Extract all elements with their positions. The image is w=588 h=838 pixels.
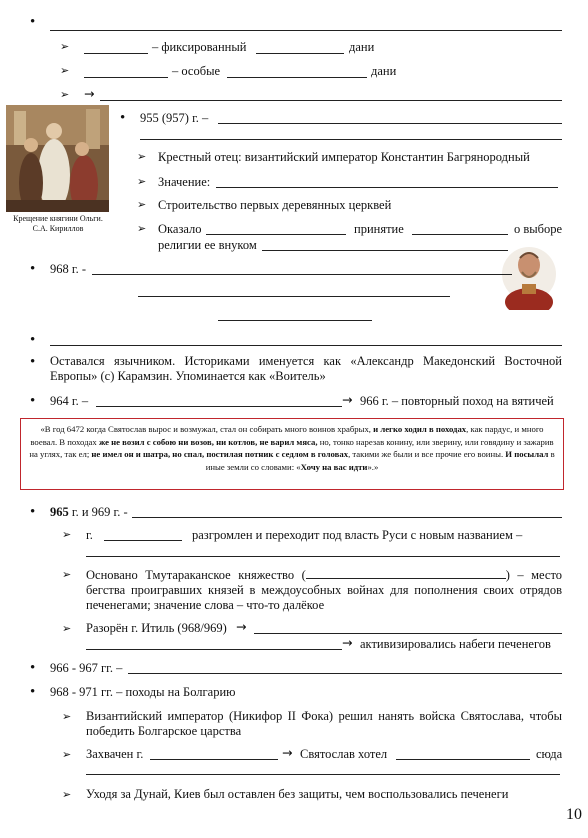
chronicle-quote bbox=[20, 418, 564, 490]
tmutarakan-a: Основано Тмутараканское княжество ( bbox=[86, 568, 306, 582]
blank-line bbox=[262, 250, 508, 251]
arrow-right-icon: ➢ bbox=[62, 622, 72, 635]
arrow-right-icon: ➢ bbox=[62, 788, 72, 801]
baptism-painting bbox=[6, 105, 109, 212]
bullet-icon: • bbox=[30, 504, 36, 520]
blank-line bbox=[306, 567, 506, 579]
arrow-right-icon: ➢ bbox=[62, 528, 72, 541]
blank-line bbox=[86, 556, 560, 557]
arrow-right-icon: ➢ bbox=[60, 88, 70, 101]
year-965-bold: 965 bbox=[50, 505, 69, 519]
arrow-right-icon: ➢ bbox=[60, 40, 70, 53]
bullet-icon: • bbox=[30, 684, 36, 700]
blank-line bbox=[86, 649, 342, 650]
arrow-right-icon: ➢ bbox=[137, 150, 147, 163]
quote-bold: и легко ходил в походах bbox=[373, 424, 467, 434]
fixed-label: – фиксированный bbox=[152, 40, 247, 54]
blank-line bbox=[218, 123, 562, 124]
blank-line bbox=[227, 77, 367, 78]
meaning-label: Значение: bbox=[158, 175, 211, 189]
arrow-right-icon: → bbox=[84, 86, 95, 101]
defeated-b: разгромлен и переходит под власть Руси с новым названием – bbox=[192, 528, 523, 542]
captured-c: сюда bbox=[536, 747, 563, 761]
arrow-right-icon: → bbox=[342, 635, 353, 650]
blank-line bbox=[84, 77, 168, 78]
arrow-right-icon: → bbox=[236, 619, 247, 634]
captured-a: Захвачен г. bbox=[86, 747, 144, 761]
influence-c: о выборе bbox=[514, 222, 563, 236]
arrow-right-icon: ➢ bbox=[60, 64, 70, 77]
blank-line bbox=[254, 633, 562, 634]
bullet-icon: • bbox=[30, 332, 36, 348]
arrow-right-icon: ➢ bbox=[137, 198, 147, 211]
arrow-right-icon: ➢ bbox=[62, 710, 72, 723]
blank-line bbox=[216, 187, 558, 188]
year-968: 968 г. - bbox=[50, 262, 87, 276]
influence-a: Оказало bbox=[158, 222, 202, 236]
bulgaria-text: 968 - 971 гг. – походы на Болгарию bbox=[50, 685, 236, 699]
quote-part: «В год 6472 когда Святослав вырос и возмужал, стал он собирать много воинов храбрых, bbox=[40, 424, 374, 434]
quote-part: , такими же были и все прочие его воины. bbox=[348, 449, 506, 460]
bullet-icon: • bbox=[30, 354, 36, 370]
blank-line bbox=[218, 320, 372, 321]
year-955: 955 (957) г. – bbox=[140, 111, 209, 125]
churches-text: Строительство первых деревянных церквей bbox=[158, 198, 392, 212]
arrow-right-icon: → bbox=[282, 745, 293, 760]
year-966-967: 966 - 967 гг. – bbox=[50, 661, 123, 675]
quote-bold: же не возил с собою ни возов, ни котлов, не варил мяса, bbox=[98, 436, 318, 447]
page-number: 10 bbox=[566, 806, 582, 823]
blank-line bbox=[104, 540, 182, 541]
quote-bold: не имел он и шатра, но спал, постилая потник с седлом в головах bbox=[91, 449, 349, 460]
special-tail: дани bbox=[371, 64, 397, 78]
bullet-icon: • bbox=[30, 660, 36, 676]
caption-line: Крещение княгини Ольги. bbox=[13, 214, 103, 223]
blank-line bbox=[84, 53, 148, 54]
arrow-right-icon: ➢ bbox=[137, 175, 147, 188]
defeated-a: г. bbox=[86, 528, 93, 542]
captured-b: Святослав хотел bbox=[300, 747, 388, 761]
bullet-icon: • bbox=[30, 14, 36, 30]
tmutarakan-text bbox=[86, 567, 562, 613]
quote-part: ».» bbox=[367, 461, 379, 472]
pechenegs-text: активизировались набеги печенегов bbox=[360, 637, 551, 651]
blank-line bbox=[138, 296, 450, 297]
blank-line bbox=[206, 234, 346, 235]
painting-caption bbox=[2, 214, 114, 234]
blank-line bbox=[50, 30, 562, 31]
year-966-tail: 966 г. – повторный поход на вятичей bbox=[360, 394, 554, 408]
blank-line bbox=[86, 774, 560, 775]
year-965-rest: г. и 969 г. - bbox=[68, 505, 128, 519]
arrow-right-icon: ➢ bbox=[62, 568, 72, 581]
influence-b: принятие bbox=[354, 222, 404, 236]
bullet-icon: • bbox=[30, 261, 36, 277]
blank-line bbox=[396, 759, 530, 760]
arrow-right-icon: → bbox=[342, 392, 353, 407]
quote-part: но, тонко нарезав конину, или зверину, или говядину и зажарив на углях, так ел; bbox=[29, 436, 554, 460]
blank-line bbox=[128, 673, 562, 674]
danube-text: Уходя за Дунай, Киев был оставлен без защиты, чем воспользовались печенеги bbox=[86, 787, 509, 801]
arrow-right-icon: ➢ bbox=[62, 748, 72, 761]
blank-line bbox=[100, 100, 562, 101]
blank-line bbox=[92, 274, 512, 275]
byzantine-text: Византийский император (Никифор II Фока) решил нанять войска Святослава, чтобы победить Болгарское царства bbox=[86, 709, 562, 738]
year-965 bbox=[50, 505, 128, 520]
blank-line bbox=[96, 406, 342, 407]
blank-line bbox=[50, 345, 562, 346]
blank-line bbox=[256, 53, 344, 54]
blank-line bbox=[140, 139, 562, 140]
fixed-tail: дани bbox=[349, 40, 375, 54]
bullet-icon: • bbox=[30, 393, 36, 409]
quote-part: в иные земли со словами: « bbox=[205, 449, 555, 472]
influence-d: религии ее внуком bbox=[158, 238, 257, 252]
itil-text: Разорён г. Итиль (968/969) bbox=[86, 621, 227, 635]
bullet-icon: • bbox=[120, 110, 126, 126]
quote-bold: И посылал bbox=[505, 449, 549, 460]
tmutarakan-b: ) – место бегства проигравших князей в междоусобных войнах для пополнения своих отрядов печенегами; значение слова – что-то далёкое bbox=[86, 568, 562, 612]
pagan-text: Оставался язычником. Историками именуется как «Александр Македонский Восточной Европы» (с) Карамзин. Упоминается как «Воитель» bbox=[50, 354, 562, 383]
godfather-text: Крестный отец: византийский император Константин Багрянородный bbox=[158, 150, 530, 164]
quote-part: , как пардус, и много воевал. В походах bbox=[30, 424, 544, 447]
blank-line bbox=[132, 517, 562, 518]
caption-line: С.А. Кириллов bbox=[32, 224, 84, 233]
blank-line bbox=[150, 759, 278, 760]
quote-bold: Хочу на вас идти bbox=[300, 461, 368, 472]
year-964: 964 г. – bbox=[50, 394, 89, 408]
special-label: – особые bbox=[172, 64, 221, 78]
blank-line bbox=[412, 234, 508, 235]
arrow-right-icon: ➢ bbox=[137, 222, 147, 235]
